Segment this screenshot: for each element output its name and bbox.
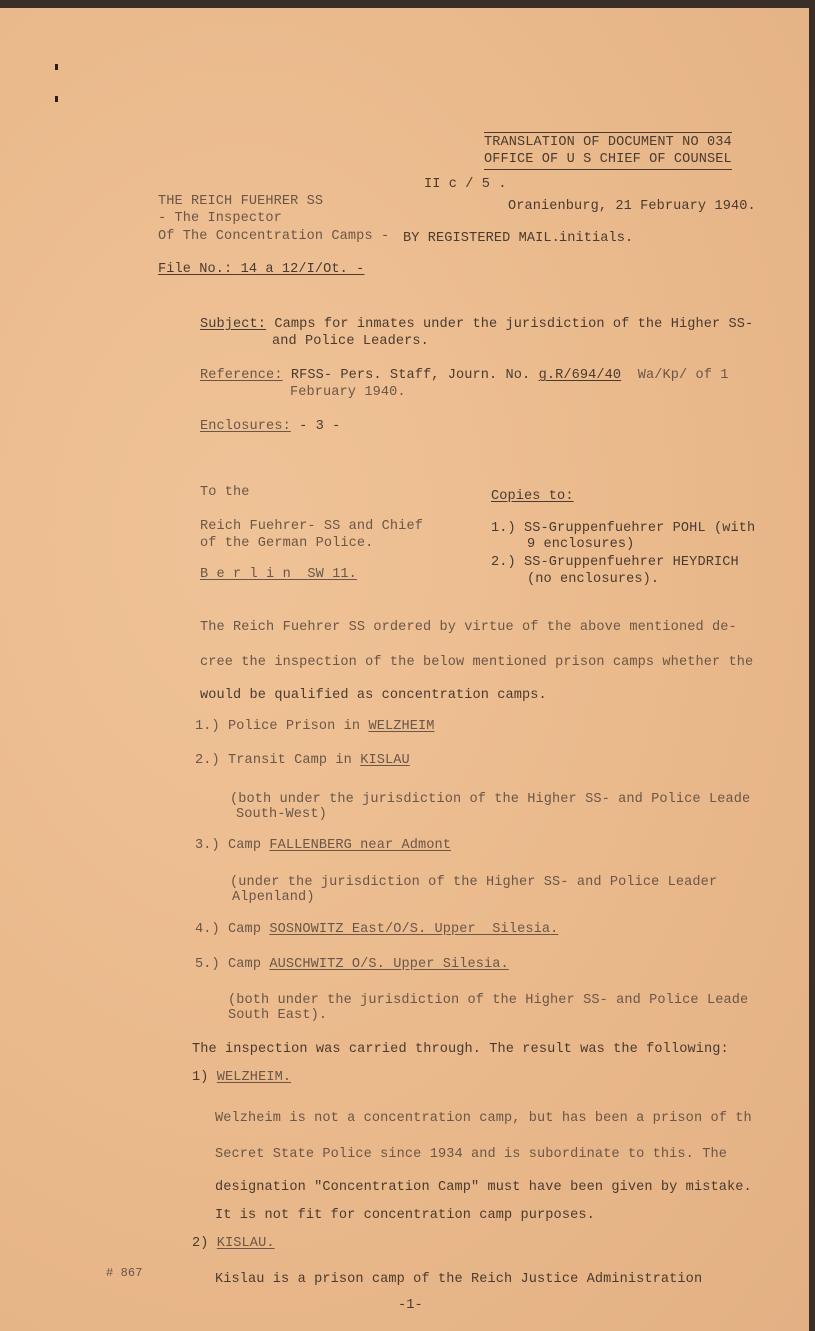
copy-1-note: 9 enclosures) [527,537,635,552]
camps-6-name: AUSCHWITZ O/S. Upper Silesia. [269,957,509,972]
punch-mark [55,96,58,102]
copies-label: Copies to: [491,489,574,504]
place-date: Oranienburg, 21 February 1940. [508,199,756,214]
sender-line-1: THE REICH FUEHRER SS [158,194,324,209]
camp-2 [195,753,410,768]
results-1-heading-num: 2) [192,1236,209,1251]
translation-stamp [484,132,732,170]
intro-line-2: cree the inspection of the below mentioned prison camps whether the [200,655,754,670]
result-1-line-4: It is not fit for concentration camp purposes. [215,1208,595,1223]
sender-line-2: - The Inspector [158,211,282,226]
stamp-line-1: TRANSLATION OF DOCUMENT NO 034 [484,135,732,150]
results-1-heading: KISLAU. [216,1236,275,1251]
subject [200,317,753,332]
enclosures-value: - 3 - [299,419,341,434]
camp-4 [195,922,558,937]
copy-2: 2.) SS-Gruppenfuehrer HEYDRICH [491,555,739,570]
camps-6-num: 5.) [195,957,220,972]
copy-2-note: (no enclosures). [527,572,660,587]
reference-suffix: Wa/Kp/ of 1 [637,368,729,383]
initials: initials. [559,231,634,246]
reference [200,368,729,383]
result-2-heading [192,1236,275,1251]
reference-code: II c / 5 . [424,177,507,192]
camps-0-num: 1.) [195,719,220,734]
camps-1-pre: Transit Camp in [228,753,352,768]
camps-0-pre: Police Prison in [228,719,361,734]
reference-label: Reference: [200,368,283,383]
enclosures [200,419,340,434]
camps-5-pre: Camp [228,922,262,937]
camp-note-1: (both under the jurisdiction of the Higher SS- and Police Leade [230,792,751,807]
punch-mark [55,64,58,70]
subject-label: Subject: [200,317,267,332]
camps-1-name: KISLAU [360,753,410,768]
result-1-line-2: Secret State Police since 1934 and is subordinate to this. The [215,1147,727,1162]
file-number: File No.: 14 a 12/I/Ot. - [158,262,365,277]
copy-1: 1.) SS-Gruppenfuehrer POHL (with [491,521,756,536]
camp-note-1-line-2: South-West) [236,807,327,822]
camp-1 [195,719,435,734]
camp-note-3: (both under the jurisdiction of the Higher SS- and Police Leade [228,993,749,1008]
document-page [0,8,809,1331]
camp-note-2-line-2: Alpenland) [232,890,315,905]
mail-note: BY REGISTERED MAIL. [403,231,560,246]
camp-3 [195,838,451,853]
intro-line-3: would be qualified as concentration camps. [200,688,547,703]
reference-line-2: February 1940. [290,385,406,400]
reference-text: RFSS- Pers. Staff, Journ. No. [290,368,531,383]
journal-number: g.R/694/40 [538,368,622,383]
addressee-city: B e r l i n SW 11. [200,567,357,582]
camps-0-name: WELZHEIM [368,719,435,734]
camp-note-2: (under the jurisdiction of the Higher SS- and Police Leader [230,875,718,890]
results-0-heading-num: 1) [192,1070,209,1085]
camps-6-pre: Camp [228,957,262,972]
result-2-line-1: Kislau is a prison camp of the Reich Justice Administration [215,1272,703,1287]
addressee-line-3: of the German Police. [200,536,374,551]
camps-5-name: SOSNOWITZ East/O/S. Upper Silesia. [269,922,559,937]
subject-line-2: and Police Leaders. [272,334,429,349]
camps-3-num: 3.) [195,838,220,853]
enclosures-label: Enclosures: [200,419,291,434]
camp-note-3-line-2: South East). [228,1008,328,1023]
sender-line-3: Of The Concentration Camps - [158,229,390,244]
page-number: -1- [398,1298,423,1313]
addressee-line-1: To the [200,485,250,500]
result-1-line-1: Welzheim is not a concentration camp, but has been a prison of th [215,1111,752,1126]
subject-line-1: Camps for inmates under the jurisdiction of the Higher SS- [274,317,754,332]
stamp-line-2: OFFICE OF U S CHIEF OF COUNSEL [484,152,732,167]
camps-1-num: 2.) [195,753,220,768]
results-0-heading: WELZHEIM. [216,1070,292,1085]
archive-number: # 867 [106,1266,143,1280]
result-1-heading [192,1070,291,1085]
result-intro: The inspection was carried through. The result was the following: [192,1042,729,1057]
intro-line-1: The Reich Fuehrer SS ordered by virtue of the above mentioned de- [200,620,737,635]
camp-5 [195,957,509,972]
camps-3-pre: Camp [228,838,262,853]
camps-5-num: 4.) [195,922,220,937]
addressee-line-2: Reich Fuehrer- SS and Chief [200,519,423,534]
camps-3-name: FALLENBERG near Admont [269,838,452,853]
result-1-line-3: designation "Concentration Camp" must have been given by mistake. [215,1180,752,1195]
